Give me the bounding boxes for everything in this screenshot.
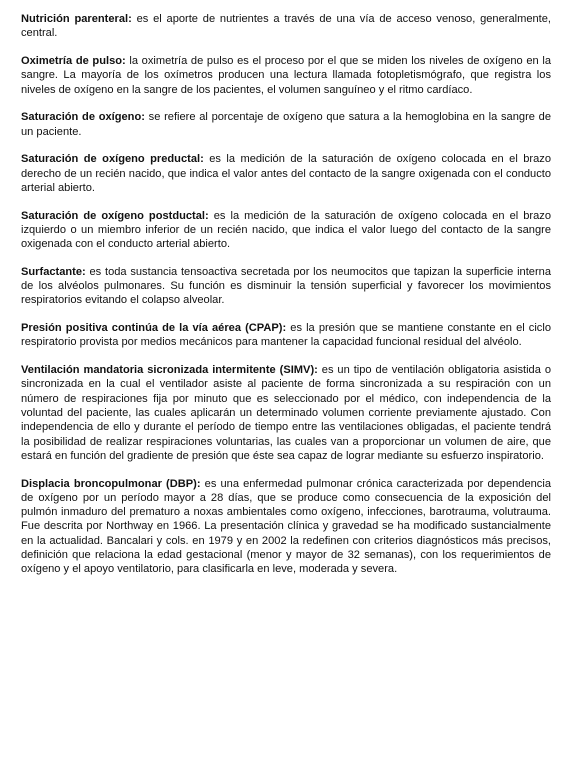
term: Oximetría de pulso: bbox=[21, 54, 126, 67]
definition: es la medición de la saturación de oxígeno colocada en el brazo izquierdo o un miembro inferior de un recién nacido, que indica el valor luego del contacto de la sangre oxigenada con el conducto arterial abierto. bbox=[21, 209, 551, 251]
definition: es la medición de la saturación de oxígeno colocada en el brazo derecho de un recién nacido, que indica el valor antes del contacto de la sangre oxigenada con el conducto arterial abierto. bbox=[21, 153, 551, 194]
definition: es una enfermedad pulmonar crónica caracterizada por dependencia de oxígeno por un período mayor a 28 días, que se produce como consecuencia de la exposición del pulmón inmaduro del prematuro a noxas ambientales como oxígeno, infecciones, barotrauma, volutrauma. Fue descrita por Northway en 1966. La presentación clínica y gravedad se ha modificado sustancialmente en la actualidad. Bancalari y cols. en 1979 y en 2002 la redefinen con criterios diagnósticos más precisos, definición que relaciona la edad gestacional (menor y mayor de 32 semanas), con los requerimientos de oxígeno y el apoyo ventilatorio, para clasificarla en leve, moderada y severa. bbox=[21, 477, 551, 576]
definition: la oximetría de pulso es el proceso por el que se miden los niveles de oxígeno en la sangre. La mayoría de los oxímetros producen una lectura llamada fotopletismógrafo, que registra los niveles de oxígeno en la sangre de los pacientes, el volumen sanguíneo y el ritmo cardíaco. bbox=[21, 54, 552, 96]
entry-oximetria-de-pulso bbox=[21, 54, 551, 97]
definition: se refiere al porcentaje de oxígeno que satura a la hemoglobina en la sangre de un paciente. bbox=[21, 111, 551, 138]
entry-cpap bbox=[21, 321, 551, 350]
term: Displacia broncopulmonar (DBP): bbox=[21, 477, 201, 490]
term: Presión positiva continúa de la vía aérea (CPAP): bbox=[21, 322, 287, 335]
definition: es la presión que se mantiene constante en el ciclo respiratorio provista por medios mecánicos para mantener la capacidad funcional residual del alvéolo. bbox=[21, 322, 551, 349]
glossary-page bbox=[21, 12, 551, 590]
entry-nutricion-parenteral bbox=[21, 12, 551, 41]
term: Nutrición parenteral: bbox=[21, 13, 132, 25]
entry-saturacion-preductal bbox=[21, 152, 551, 195]
term: Saturación de oxígeno preductal: bbox=[21, 153, 204, 166]
definition: es un tipo de ventilación obligatoria asistida o sincronizada en la cual el ventilador asiste al paciente de forma sincronizada a su respiración con un número de respiraciones fija por minuto que es seleccionado por el médico, con independencia de la voluntad del paciente, las cuales aplicarán un determinado volumen corriente previamente ajustado. Con independencia de ello y durante el período de tiempo entre las ventilaciones obligadas, el paciente tendrá la posibilidad de realizar respiraciones voluntarias, las cuales van a proporcionar un volumen de aire, que estará en función del gradiente de presión que éste sea capaz de lograr mediante su esfuerzo inspiratorio. bbox=[21, 364, 551, 462]
entry-saturacion-de-oxigeno bbox=[21, 110, 551, 139]
term: Surfactante: bbox=[21, 265, 86, 278]
entry-saturacion-postductal bbox=[21, 209, 551, 252]
term: Saturación de oxígeno postductal: bbox=[21, 209, 209, 222]
term: Ventilación mandatoria sicronizada intermitente (SIMV): bbox=[21, 364, 318, 377]
term: Saturación de oxígeno: bbox=[21, 111, 145, 124]
entry-simv bbox=[21, 363, 551, 463]
definition: es toda sustancia tensoactiva secretada por los neumocitos que tapizan la superficie interna de los alvéolos pulmonares. Su función es disminuir la tensión superficial y favorecer los movimientos respiratorios evitando el colapso alveolar. bbox=[21, 265, 551, 307]
definition: es el aporte de nutrientes a través de una vía de acceso venoso, generalmente, central. bbox=[21, 13, 551, 40]
entry-surfactante bbox=[21, 265, 551, 308]
entry-displasia-broncopulmonar bbox=[21, 477, 551, 577]
